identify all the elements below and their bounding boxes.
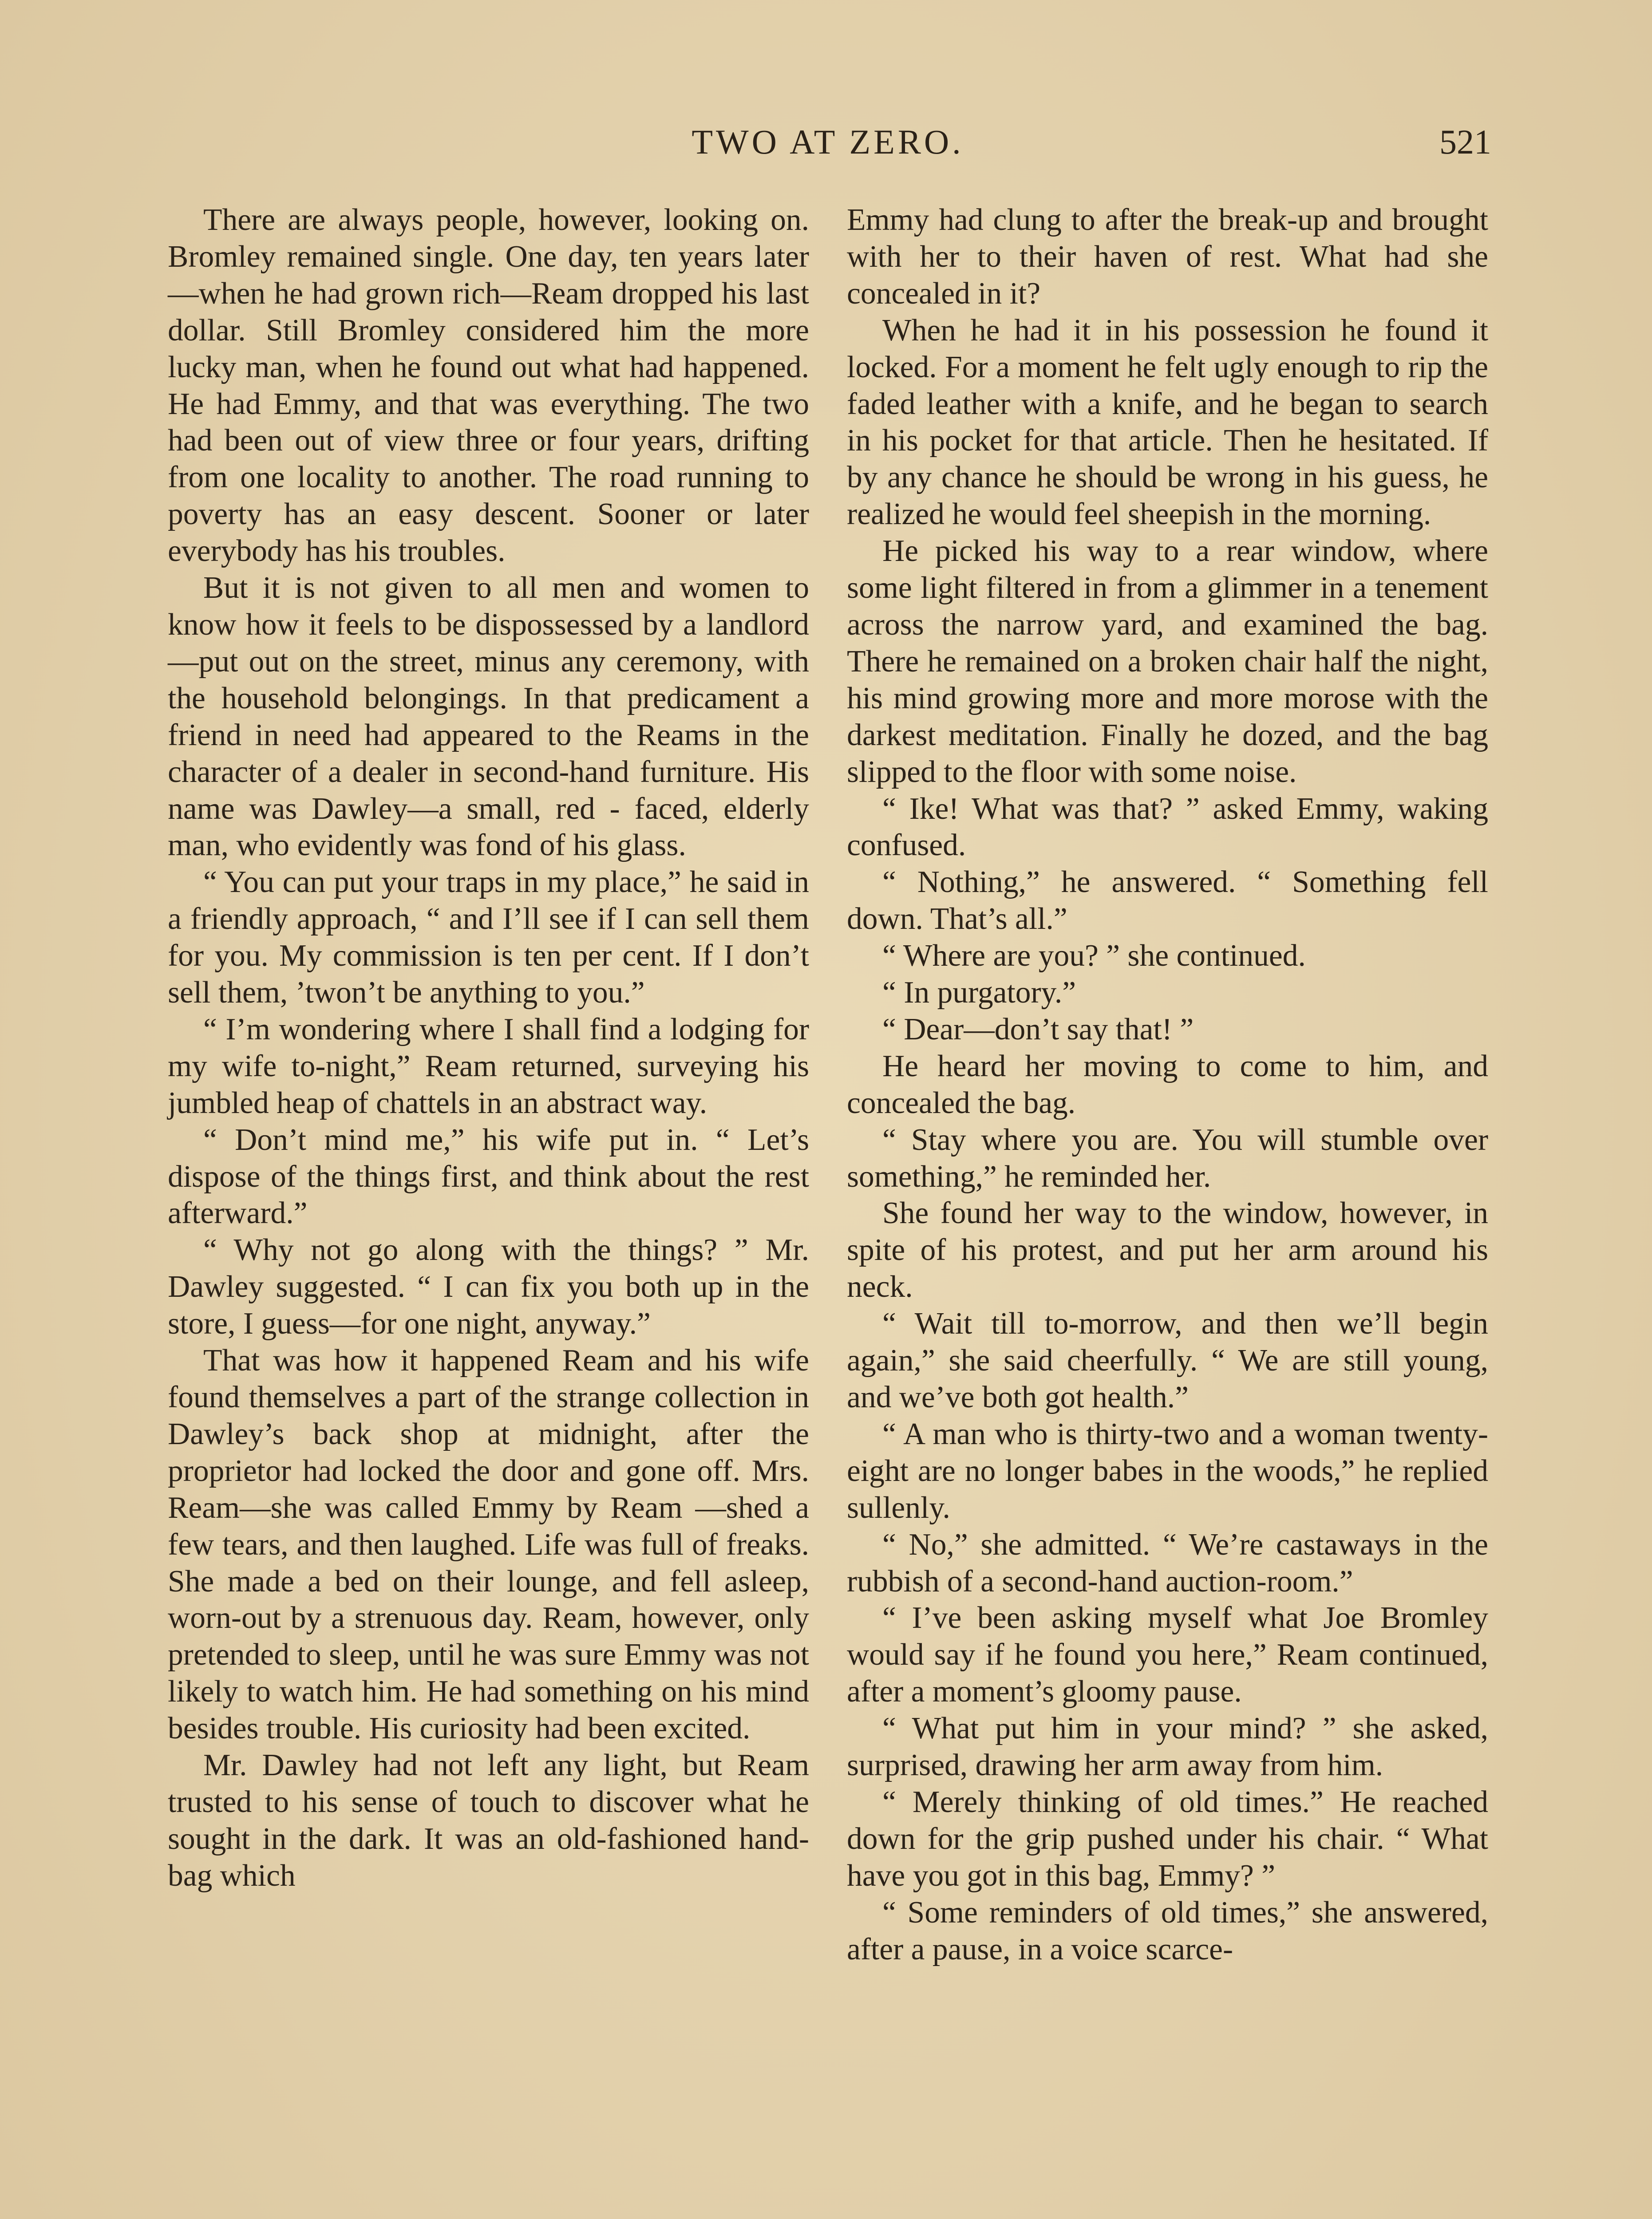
- paragraph: That was how it happened Ream and his wife found themselves a part of the strange collection in Dawley’s back shop at midnight, after the proprietor had locked the door and gone off. Mrs. Ream—she was called Emmy by Ream —shed a few tears, and then laughed. Life was full of freaks. She made a bed on their lounge, and fell asleep, worn-out by a strenuous day. Ream, however, only pretended to sleep, until he was sure Emmy was not likely to watch him. He had something on his mind besides trouble. His curiosity had been excited.: [168, 1343, 809, 1746]
- right-column: [847, 202, 1488, 1968]
- paragraph: “ What put him in your mind? ” she asked, surprised, drawing her arm away from him.: [847, 1711, 1488, 1783]
- paragraph: “ Dear—don’t say that! ”: [882, 1012, 1194, 1046]
- paragraph-continued: Emmy had clung to after the break-up and brought with her to their haven of rest. What had she concealed in it?: [847, 203, 1488, 311]
- paragraph: “ Some reminders of old times,” she answered, after a pause, in a voice scarce-: [847, 1895, 1488, 1966]
- paragraph: She found her way to the window, however, in spite of his protest, and put her arm around his neck.: [847, 1196, 1488, 1304]
- paragraph: “ Why not go along with the things? ” Mr. Dawley suggested. “ I can fix you both up in the store, I guess—for one night, anyway.”: [168, 1233, 809, 1341]
- paragraph: “ Where are you? ” she continued.: [882, 939, 1306, 973]
- paragraph: He picked his way to a rear window, where some light filtered in from a glimmer in a tenement across the narrow yard, and examined the bag. There he remained on a broken chair half the night, his mind growing more and more morose with the darkest meditation. Finally he dozed, and the bag slipped to the floor with some noise.: [847, 534, 1488, 789]
- paragraph: “ You can put your traps in my place,” he said in a friendly approach, “ and I’ll see if I can sell them for you. My commission is ten per cent. If I don’t sell them, ’twon’t be anything to you.”: [168, 865, 809, 1010]
- page-number: 521: [1439, 122, 1491, 161]
- paragraph: There are always people, however, looking on. Bromley remained single. One day, ten years later—when he had grown rich—Ream dropped his last dollar. Still Bromley considered him the more lucky man, when he found out what had happened. He had Emmy, and that was everything. The two had been out of view three or four years, drifting from one locality to another. The road running to poverty has an easy descent. Sooner or later everybody has his troubles.: [168, 203, 809, 569]
- paragraph: “ I’m wondering where I shall find a lodging for my wife to-night,” Ream returned, surveying his jumbled heap of chattels in an abstract way.: [168, 1012, 809, 1120]
- paragraph: “ Don’t mind me,” his wife put in. “ Let’s dispose of the things first, and think about the rest afterward.”: [168, 1122, 809, 1231]
- paragraph: “ In purgatory.”: [882, 975, 1076, 1010]
- paragraph: But it is not given to all men and women to know how it feels to be dispossessed by a landlord—put out on the street, minus any ceremony, with the household belongings. In that predicament a friend in need had appeared to the Reams in the character of a dealer in second-hand furniture. His name was Dawley—a small, red - faced, elderly man, who evidently was fond of his glass.: [168, 571, 809, 863]
- paragraph: Mr. Dawley had not left any light, but Ream trusted to his sense of touch to discover what he sought in the dark. It was an old-fashioned hand-bag which: [168, 1748, 809, 1893]
- paragraph: “ A man who is thirty-two and a woman twenty-eight are no longer babes in the woods,” he replied sullenly.: [847, 1417, 1488, 1525]
- left-column: [168, 202, 809, 1895]
- paragraph: “ I’ve been asking myself what Joe Bromley would say if he found you here,” Ream continued, after a moment’s gloomy pause.: [847, 1601, 1488, 1709]
- paragraph: When he had it in his possession he found it locked. For a moment he felt ugly enough to rip the faded leather with a knife, and he began to search in his pocket for that article. Then he hesitated. If by any chance he should be wrong in his guess, he realized he would feel sheepish in the morning.: [847, 313, 1488, 532]
- page-header: [164, 111, 1491, 164]
- paragraph: “ No,” she admitted. “ We’re castaways in the rubbish of a second-hand auction-room.”: [847, 1527, 1488, 1599]
- paragraph: “ Wait till to-morrow, and then we’ll begin again,” she said cheerfully. “ We are still young, and we’ve both got health.”: [847, 1307, 1488, 1414]
- paragraph: “ Ike! What was that? ” asked Emmy, waking confused.: [847, 791, 1488, 863]
- paragraph: “ Merely thinking of old times.” He reached down for the grip pushed under his chair. “ What have you got in this bag, Emmy? ”: [847, 1785, 1488, 1893]
- paragraph: “ Nothing,” he answered. “ Something fell down. That’s all.”: [847, 865, 1488, 936]
- running-title: TWO AT ZERO.: [692, 122, 964, 161]
- paragraph: He heard her moving to come to him, and concealed the bag.: [847, 1049, 1488, 1120]
- paragraph: “ Stay where you are. You will stumble over something,” he reminded her.: [847, 1122, 1488, 1194]
